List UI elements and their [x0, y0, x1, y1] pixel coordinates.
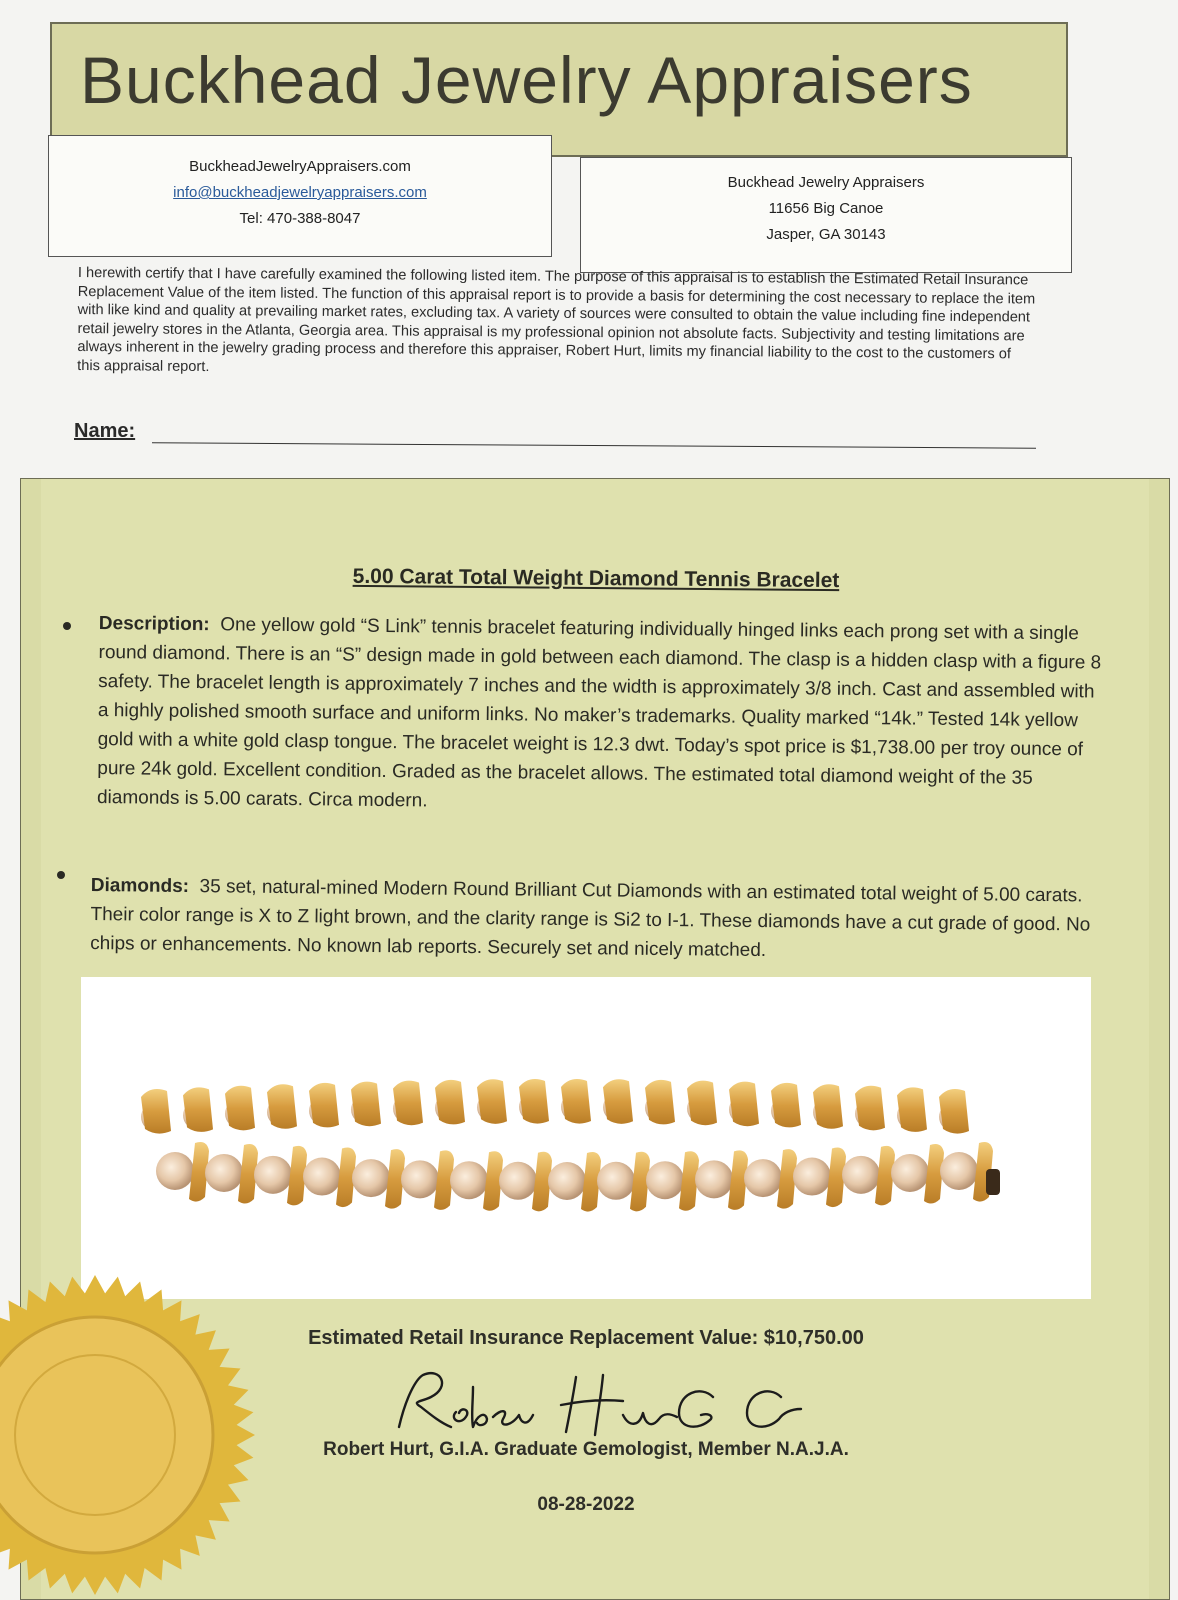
diamond	[646, 1161, 684, 1199]
bracelet-image	[81, 977, 1091, 1299]
diamonds-label: Diamonds:	[90, 874, 190, 898]
address-box	[580, 157, 1072, 273]
signer-name: Robert Hurt, G.I.A. Graduate Gemologist, Member N.A.J.A.	[323, 1439, 849, 1460]
gold-link	[603, 1079, 633, 1124]
item-title: 5.00 Carat Total Weight Diamond Tennis Bracelet	[352, 564, 840, 593]
diamond	[793, 1158, 831, 1196]
diamond	[401, 1160, 439, 1198]
description-text: One yellow gold “S Link” tennis bracelet featuring individually hinged links each prong set with a single round diamond. There is an “S” design made in gold between each diamond. The clasp is a hidden clasp with a figure 8 safety. The bracelet length is approximately 7 inches and the width is approximately 3/8 inch. Cast and assembled with a highly polished smooth surface and uniform links. No maker’s trademarks. Quality marked “14k.” Tested 14k yellow gold with a white gold clasp tongue. The bracelet weight is 12.3 dwt. Today’s spot price is $1,738.00 per troy ounce of pure 24k gold. Excellent condition. Graded as the bracelet allows. The estimated total diamond weight of the 35 diamonds is 5.00 carats. Circa modern.	[96, 614, 1102, 812]
bullet-icon	[57, 871, 65, 879]
description-label: Description:	[98, 612, 210, 636]
address-name: Buckhead Jewelry Appraisers	[727, 174, 925, 191]
replacement-value: Estimated Retail Insurance Replacement Value: $10,750.00	[308, 1327, 864, 1349]
gold-link	[393, 1081, 423, 1126]
gold-link	[645, 1080, 675, 1125]
diamond	[940, 1152, 978, 1190]
gold-link	[687, 1081, 717, 1126]
diamond	[205, 1154, 243, 1192]
gold-link	[435, 1080, 465, 1125]
bracelet-front-row	[156, 1142, 993, 1212]
gold-link	[267, 1084, 297, 1129]
description-paragraph	[97, 609, 1109, 823]
gold-link	[183, 1087, 213, 1132]
gold-link	[939, 1089, 969, 1134]
diamond	[499, 1162, 537, 1200]
gold-link	[729, 1082, 759, 1127]
bracelet-photo	[81, 977, 1091, 1299]
name-line	[152, 442, 1036, 448]
diamond	[254, 1156, 292, 1194]
diamond	[842, 1156, 880, 1194]
bracelet-back-row	[141, 1079, 969, 1134]
gold-link	[771, 1083, 801, 1128]
gold-seal	[0, 1270, 260, 1600]
website-text: BuckheadJewelryAppraisers.com	[189, 158, 411, 175]
gold-link	[561, 1079, 591, 1124]
diamond	[597, 1162, 635, 1200]
gold-link	[309, 1083, 339, 1128]
email-link[interactable]: info@buckheadjewelryappraisers.com	[173, 184, 427, 201]
contact-box	[48, 135, 552, 257]
clasp	[986, 1169, 1000, 1195]
gold-link	[897, 1087, 927, 1132]
address-street: 11656 Big Canoe	[768, 200, 884, 217]
diamond	[303, 1158, 341, 1196]
bullet-icon	[63, 622, 71, 630]
appraisal-date: 08-28-2022	[537, 1494, 635, 1515]
diamond	[450, 1161, 488, 1199]
business-title: Buckhead Jewelry Appraisers	[80, 43, 973, 117]
diamond	[156, 1152, 194, 1190]
gold-link	[813, 1084, 843, 1129]
name-field	[74, 420, 1034, 450]
diamond	[695, 1160, 733, 1198]
gold-link	[519, 1079, 549, 1124]
phone-text: Tel: 470-388-8047	[239, 210, 361, 227]
diamond	[352, 1159, 390, 1197]
diamond	[744, 1159, 782, 1197]
address-city: Jasper, GA 30143	[766, 226, 886, 243]
seal-inner	[0, 1317, 213, 1553]
certification-text: I herewith certify that I have carefully examined the following listed item. The purpose of this appraisal is to establish the Estimated Retail Insurance Replacement Value of the item listed. The function of this appraisal report is to provide a basis for determining the cost necessary to replace the item with like kind and quality at prevailing market rates, excluding tax. A variety of sources were consulted to obtain the value including fine independent retail jewelry stores in the Atlanta, Georgia area. This appraisal is my professional opinion not absolute facts. Subjectivity and testing limitations are always inherent in the jewelry grading process and therefore this appraiser, Robert Hurt, limits my financial liability to the cost to the customers of this appraisal report.	[77, 264, 1036, 375]
signature	[361, 1357, 921, 1447]
diamonds-text: 35 set, natural-mined Modern Round Brilliant Cut Diamonds with an estimated total weight of 5.00 carats. Their color range is X to Z light brown, and the clarity range is Si2 to I-1. These diamonds have a cut grade of good. No chips or enhancements. No known lab reports. Securely set and nicely matched.	[90, 876, 1091, 962]
gold-link	[141, 1089, 171, 1134]
diamond	[548, 1162, 586, 1200]
diamonds-paragraph	[90, 871, 1096, 969]
name-label: Name:	[74, 420, 136, 442]
gold-link	[351, 1082, 381, 1127]
gold-link	[477, 1079, 507, 1124]
gold-link	[855, 1086, 885, 1131]
gold-link	[225, 1086, 255, 1131]
diamond	[891, 1154, 929, 1192]
